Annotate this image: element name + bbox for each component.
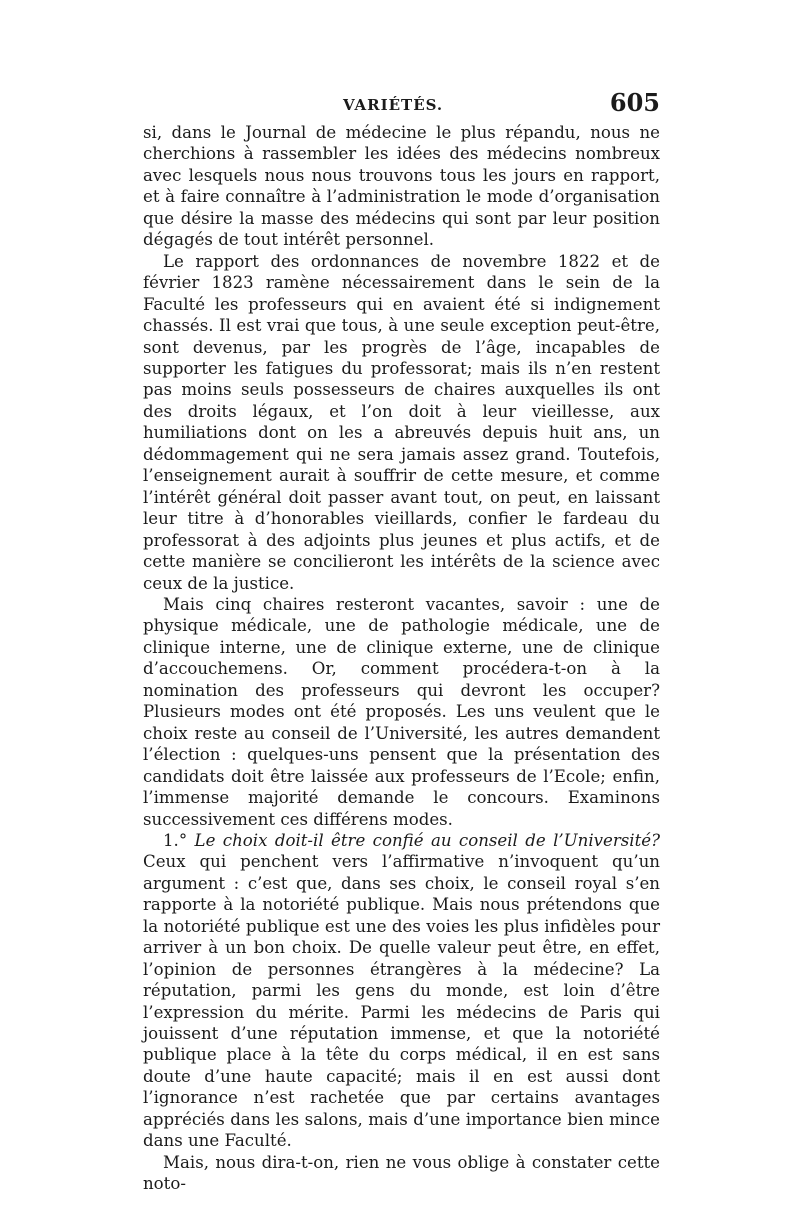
paragraph-ordonnances: Le rapport des ordonnances de novembre 1822 et de février 1823 ramène nécessairement dans le sein de la Faculté les professeurs qui en avaient été si indignement chassés. Il est vrai que tous, à une seule exception peut-être, sont devenus, par les progrès de l’âge, incapables de supporter les fatigues du professorat; mais ils n’en restent pas moins seuls possesseurs de chaires auxquelles ils ont des droits légaux, et l’on doit à leur vieillesse, aux humiliations dont on les a abreuvés depuis huit ans, un dédommagement qui ne sera jamais assez grand. Toutefois, l’enseignement aurait à souffrir de cette mesure, et comme l’intérêt général doit passer avant tout, on peut, en laissant leur titre à d’honorables vieillards, confier le fardeau du professorat à des adjoints plus jeunes et plus actifs, et de cette manière se concilieront les intérêts de la science avec ceux de la justice. xyxy=(143,251,660,593)
running-head xyxy=(143,88,660,122)
section-1-number: 1.° xyxy=(163,830,188,850)
text-body xyxy=(143,122,660,1195)
running-title: VARIÉTÉS. xyxy=(343,96,444,114)
page-number: 605 xyxy=(609,88,660,117)
paragraph-chaires-vacantes: Mais cinq chaires resteront vacantes, savoir : une de physique médicale, une de pathologie médicale, une de clinique interne, une de clinique externe, une de clinique d’accouchemens. Or, comment procédera-t-on à la nomination des professeurs qui devront les occuper? Plusieurs modes ont été proposés. Les uns veulent que le choix reste au conseil de l’Université, les autres demandent l’élection : quelques-uns pensent que la présentation des candidats doit être laissée aux professeurs de l’Ecole; enfin, l’immense majorité demande le concours. Examinons successivement ces différens modes. xyxy=(143,594,660,829)
page xyxy=(143,88,660,1195)
section-1-title: Le choix doit-il être confié au conseil de l’Université? xyxy=(194,830,660,850)
section-1-paragraph xyxy=(143,830,660,1152)
paragraph-continuation: si, dans le Journal de médecine le plus répandu, nous ne cherchions à rassembler les idées des médecins nombreux avec lesquels nous nous trouvons tous les jours en rapport, et à faire connaître à l’administration le mode d’organisation que désire la masse des médecins qui sont par leur position dégagés de tout intérêt personnel. xyxy=(143,123,660,250)
paragraph-last: Mais, nous dira-t-on, rien ne vous oblige à constater cette noto- xyxy=(143,1152,660,1194)
section-1-text: Ceux qui penchent vers l’affirmative n’invoquent qu’un argument : c’est que, dans ses choix, le conseil royal s’en rapporte à la notoriété publique. Mais nous prétendons que la notoriété publique est une des voies les plus infidèles pour arriver à un bon choix. De quelle valeur peut être, en effet, l’opinion de personnes étrangères à la médecine? La réputation, parmi les gens du monde, est loin d’être l’expression du mérite. Parmi les médecins de Paris qui jouissent d’une réputation immense, et que la notoriété publique place à la tête du corps médical, il en est sans doute d’une haute capacité; mais il en est aussi dont l’ignorance n’est rachetée que par certains avantages appréciés dans les salons, mais d’une importance bien mince dans une Faculté. xyxy=(143,852,660,1151)
